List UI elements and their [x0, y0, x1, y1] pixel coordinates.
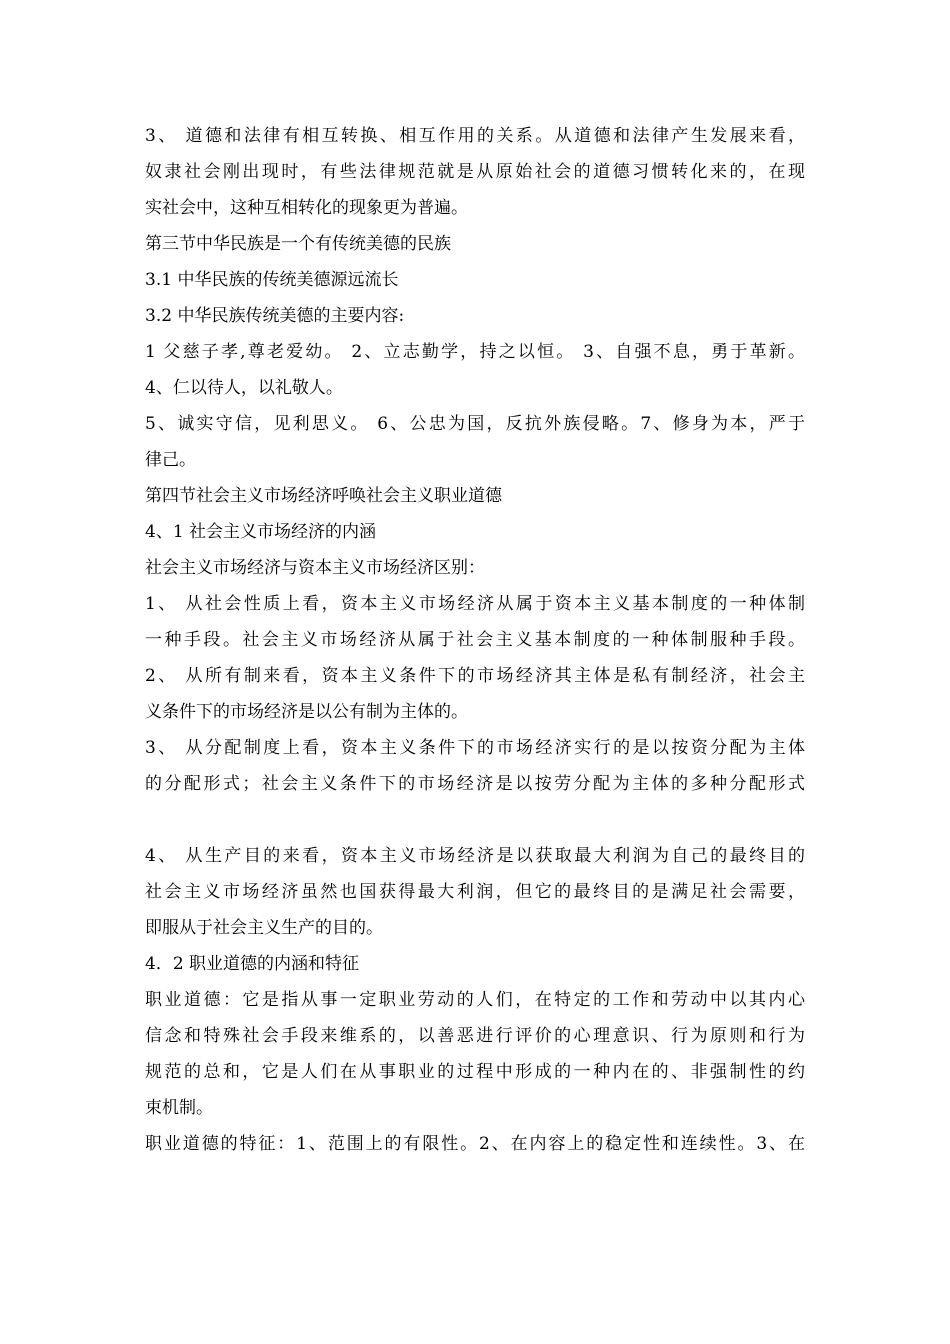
text-line: 的分配形式；社会主义条件下的市场经济是以按劳分配为主体的多种分配形式 — [145, 774, 805, 794]
section-heading: 第四节社会主义市场经济呼唤社会主义职业道德 — [145, 486, 502, 506]
text-line: 奴隶社会刚出现时，有些法律规范就是从原始社会的道德习惯转化来的，在现 — [145, 162, 805, 182]
blank-line — [145, 802, 805, 838]
text-line: 义条件下的市场经济是以公有制为主体的。 — [145, 702, 468, 722]
text-line: 即服从于社会主义生产的目的。 — [145, 918, 383, 938]
text-line: 律己。 — [145, 450, 196, 470]
text-line: 社会主义市场经济与资本主义市场经济区别： — [145, 558, 485, 578]
subsection-heading: 3.1 中华民族的传统美德源远流长 — [145, 270, 399, 290]
text-line: 职业道德的特征：1、范围上的有限性。2、在内容上的稳定性和连续性。3、在 — [145, 1134, 805, 1154]
text-line: 1 父慈子孝,尊老爱幼。 2、立志勤学，持之以恒。 3、自强不息，勇于革新。 — [145, 342, 805, 362]
text-line: 4、仁以待人，以礼敬人。 — [145, 378, 343, 398]
text-line: 3、 道德和法律有相互转换、相互作用的关系。从道德和法律产生发展来看， — [145, 126, 805, 146]
text-line: 1、 从社会性质上看，资本主义市场经济从属于资本主义基本制度的一种体制 — [145, 594, 805, 614]
text-line: 实社会中，这种互相转化的现象更为普遍。 — [145, 198, 468, 218]
text-line: 社会主义市场经济虽然也国获得最大利润，但它的最终目的是满足社会需要， — [145, 882, 805, 902]
subsection-heading: 3.2 中华民族传统美德的主要内容: — [145, 306, 405, 326]
text-line: 职业道德：它是指从事一定职业劳动的人们，在特定的工作和劳动中以其内心 — [145, 990, 805, 1010]
document-page — [145, 118, 805, 1162]
text-line: 4、 从生产目的来看，资本主义市场经济是以获取最大利润为自己的最终目的 — [145, 846, 805, 866]
text-line: 一种手段。社会主义市场经济从属于社会主义基本制度的一种体制服种手段。 — [145, 630, 805, 650]
text-line: 规范的总和，它是人们在从事职业的过程中形成的一种内在的、非强制性的约 — [145, 1062, 805, 1082]
text-line: 3、 从分配制度上看，资本主义条件下的市场经济实行的是以按资分配为主体 — [145, 738, 805, 758]
text-line: 束机制。 — [145, 1098, 213, 1118]
text-line: 信念和特殊社会手段来维系的，以善恶进行评价的心理意识、行为原则和行为 — [145, 1026, 805, 1046]
subsection-heading: 4、1 社会主义市场经济的内涵 — [145, 522, 377, 542]
section-heading: 第三节中华民族是一个有传统美德的民族 — [145, 234, 451, 254]
text-line: 5、诚实守信，见利思义。 6、公忠为国，反抗外族侵略。7、修身为本，严于 — [145, 414, 805, 434]
text-line: 2、 从所有制来看，资本主义条件下的市场经济其主体是私有制经济，社会主 — [145, 666, 805, 686]
subsection-heading: 4．2 职业道德的内涵和特征 — [145, 954, 360, 974]
